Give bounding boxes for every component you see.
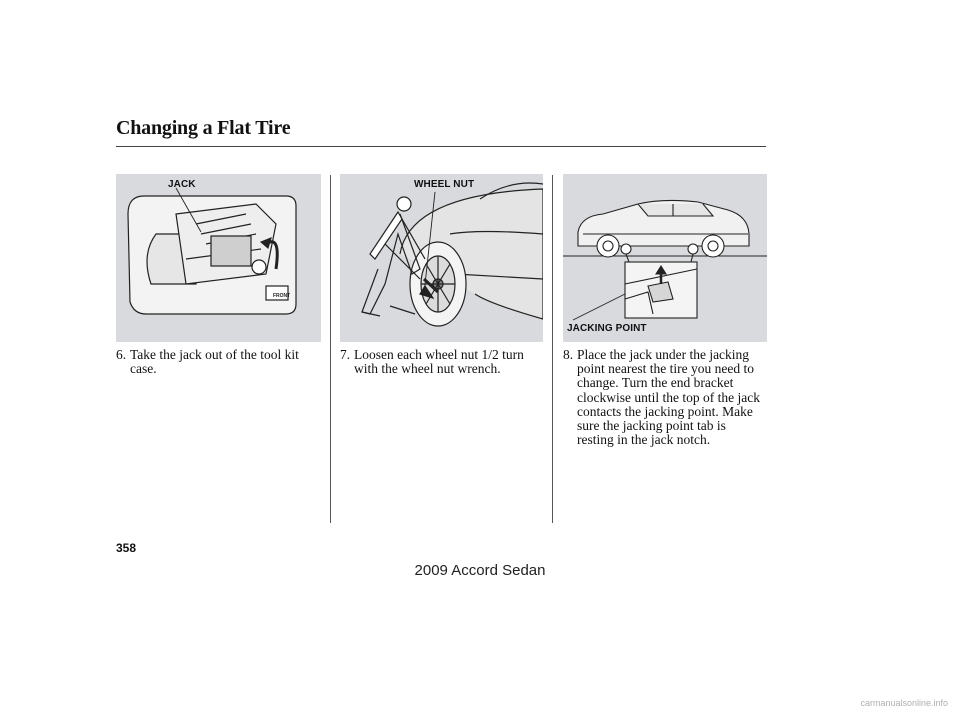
- watermark: carmanualsonline.info: [860, 698, 948, 708]
- step-6-number: 6.: [116, 347, 127, 362]
- jack-illustration-panel: [116, 174, 321, 342]
- column-divider-2: [552, 175, 553, 523]
- step-6: [116, 348, 321, 376]
- wheel-nut-illustration-panel: [340, 174, 543, 342]
- title-rule: [116, 146, 766, 147]
- page-number: 358: [116, 541, 137, 555]
- step-6-text: Take the jack out of the tool kit case.: [130, 347, 299, 377]
- jacking-point-illustration-panel: [563, 174, 767, 342]
- front-label: FRONT: [273, 293, 291, 299]
- step-7: [340, 348, 545, 376]
- wheel-nut-loosening-illustration: [340, 174, 543, 342]
- jack-callout: JACK: [168, 179, 196, 190]
- column-divider-1: [330, 175, 331, 523]
- jacking-point-callout: JACKING POINT: [567, 323, 647, 334]
- wheel-nut-callout: WHEEL NUT: [414, 179, 475, 190]
- step-8-number: 8.: [563, 347, 574, 362]
- jack-tool-kit-illustration: [116, 174, 321, 342]
- page-title: Changing a Flat Tire: [116, 117, 291, 139]
- step-8: [563, 348, 768, 447]
- jacking-point-illustration: [563, 174, 767, 342]
- step-7-text: Loosen each wheel nut 1/2 turn with the wheel nut wrench.: [354, 347, 524, 377]
- step-7-number: 7.: [340, 347, 351, 362]
- step-8-text: Place the jack under the jacking point nearest the tire you need to change. Turn the end bracket clockwise until the top of the jack contacts the jacking point. Make sure the jacking point tab is resting in the jack notch.: [577, 347, 760, 448]
- footer-model-name: 2009 Accord Sedan: [414, 562, 546, 579]
